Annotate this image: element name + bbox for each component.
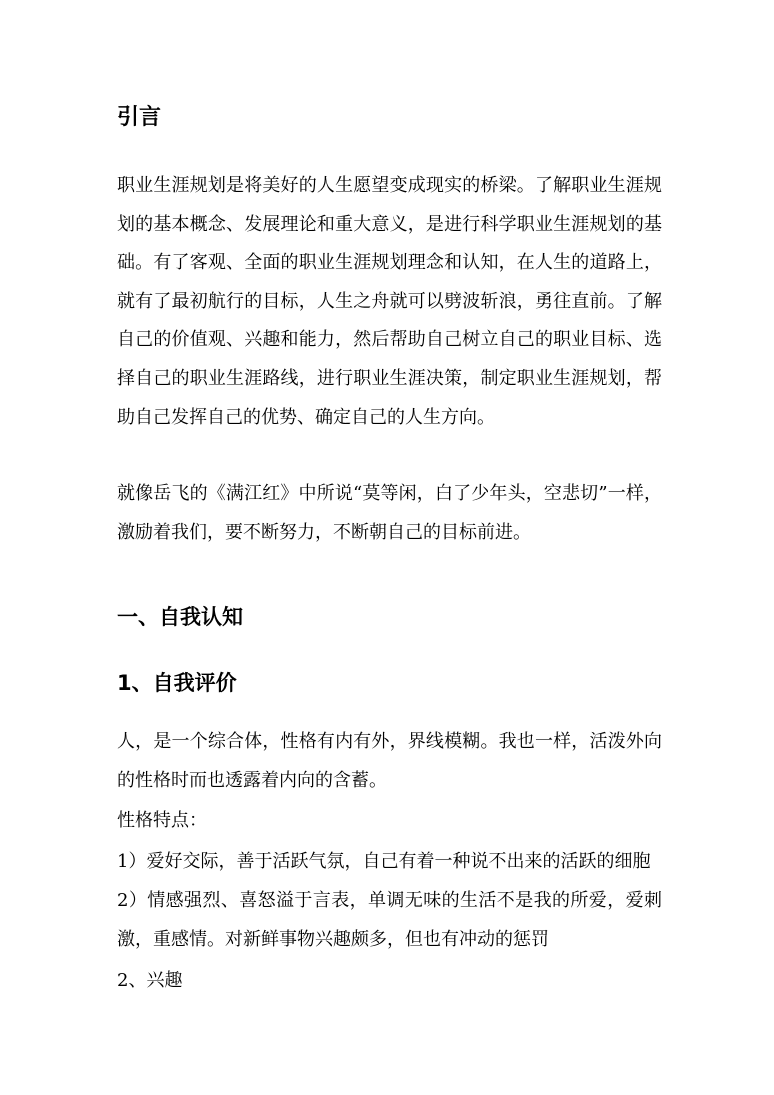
interest-heading: 2、兴趣: [117, 970, 183, 991]
intro-paragraph-2: 就像岳飞的《满江红》中所说“莫等闲，白了少年头，空悲切”一样，激励着我们，要不断努力，不断朝自己的目标前进。: [117, 483, 662, 543]
intro-paragraph-1: 职业生涯规划是将美好的人生愿望变成现实的桥梁。了解职业生涯规划的基本概念、发展理论和重大意义，是进行科学职业生涯规划的基础。有了客观、全面的职业生涯规划理念和认知，在人生的道路上，就有了最初航行的目标，人生之舟就可以劈波斩浪，勇往直前。了解自己的价值观、兴趣和能力，然后帮助自己树立自己的职业目标、选择自己的职业生涯路线，进行职业生涯决策，制定职业生涯规划，帮助自己发挥自己的优势、确定自己的人生方向。: [117, 175, 662, 428]
subheading-self-evaluation: 1、自我评价: [117, 671, 237, 695]
traits-label: 性格特点：: [117, 810, 207, 831]
section-heading-self-awareness: 一、自我认知: [117, 605, 243, 629]
trait-item-1: 1）爱好交际，善于活跃气氛，自己有着一种说不出来的活跃的细胞: [117, 851, 651, 872]
trait-item-2: 2）情感强烈、喜怒溢于言表，单调无味的生活不是我的所爱，爱刺激，重感情。对新鲜事物兴趣颇多，但也有冲动的惩罚: [117, 890, 662, 950]
self-evaluation-paragraph: 人，是一个综合体，性格有内有外，界线模糊。我也一样，活泼外向的性格时而也透露着内向的含蓄。: [117, 731, 662, 791]
intro-heading: 引言: [117, 105, 162, 130]
